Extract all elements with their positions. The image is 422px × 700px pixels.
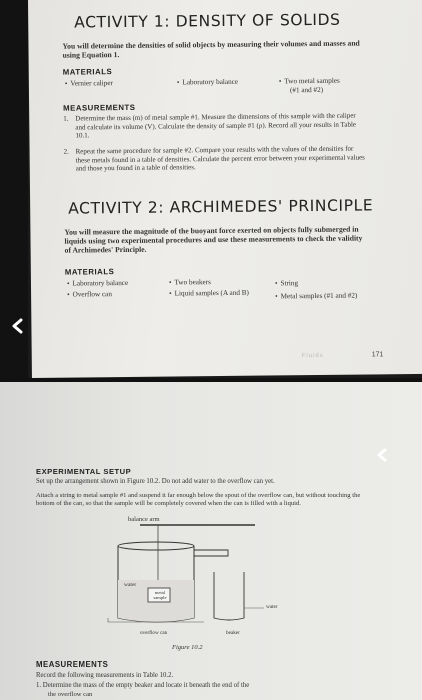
label-beaker: beaker	[226, 630, 240, 636]
activity1-materials-heading: MATERIALS	[62, 67, 113, 77]
activity2-intro: You will measure the magnitude of the buoyant force exerted on objects fully submerged in liquids using two experimental procedures and use these measurements to check the validity of Archimedes' Principle.	[64, 224, 363, 255]
page-number: 171	[371, 351, 384, 359]
measurements-line: Record the following measurements in Table 10.2.	[36, 672, 174, 679]
label-metal-sample: metal sample	[153, 590, 167, 600]
overflow-can-rim	[118, 542, 194, 550]
material-item: • Vernier caliper	[65, 79, 113, 88]
measurements-heading: MEASUREMENTS	[36, 660, 109, 669]
setup-line: Set up the arrangement shown in Figure 10.2. Do not add water to the overflow can yet.	[36, 478, 275, 485]
figure-10-2	[0, 382, 422, 700]
label-overflow-can: overflow can	[140, 630, 168, 636]
activity2-materials-heading: MATERIALS	[64, 267, 115, 277]
step-text: Repeat the same procedure for sample #2. Compare your results with the values of the densities for these metals found in a table of densities. Calculate the percent error between your experimental values and those you found in a table of densities.	[75, 144, 365, 173]
activity2-title: ACTIVITY 2: ARCHIMEDES' PRINCIPLE	[68, 196, 374, 218]
measurements-step1-cont: the overflow can	[48, 691, 93, 698]
material-item: • Laboratory balance	[67, 279, 128, 288]
page-bottom	[0, 382, 422, 700]
material-item: • Two beakers	[169, 278, 211, 287]
step-number: 2.	[63, 147, 69, 156]
label-water-right: water	[266, 604, 278, 610]
label-balance-arm: balance arm	[128, 516, 160, 523]
material-item: • Laboratory balance	[177, 78, 238, 87]
beaker	[214, 572, 244, 620]
material-item: • Liquid samples (A and B)	[169, 289, 249, 298]
step-text: Determine the mass (m) of metal sample #1. Measure the dimensions of this sample with the caliper and calculate its volume (V). Calculate the density of sample #1 (ρ). Record all your results in Table 10.1.	[75, 111, 357, 140]
material-item: • Overflow can	[67, 290, 112, 299]
activity1-measurements-heading: MEASUREMENTS	[63, 102, 136, 113]
material-item: • String	[275, 279, 298, 288]
material-item: • Two metal samples	[279, 77, 340, 86]
running-footer: Fluids	[301, 352, 324, 360]
step-number: 1.	[63, 114, 69, 123]
setup-heading: EXPERIMENTAL SETUP	[36, 467, 132, 476]
material-item: • Metal samples (#1 and #2)	[275, 292, 357, 301]
activity1-title: ACTIVITY 1: DENSITY OF SOLIDS	[74, 10, 341, 32]
measurements-step1: 1. Determine the mass of the empty beaker and locate it beneath the end of the	[36, 682, 250, 689]
overflow-spout	[194, 550, 228, 556]
material-item-cont: (#1 and #2)	[289, 85, 324, 95]
page-top	[28, 0, 422, 378]
label-water: water	[124, 582, 137, 588]
activity1-intro: You will determine the densities of solid objects by measuring their volumes and masses and using Equation 1.	[62, 38, 360, 60]
figure-caption: Figure 10.2	[172, 644, 203, 651]
setup-paragraph: Attach a string to metal sample #1 and suspend it far enough below the spout of the overflow can, but without touching the bottom of the can, so that the sample will be completely covered when the can is filled with a liquid.	[36, 492, 361, 507]
